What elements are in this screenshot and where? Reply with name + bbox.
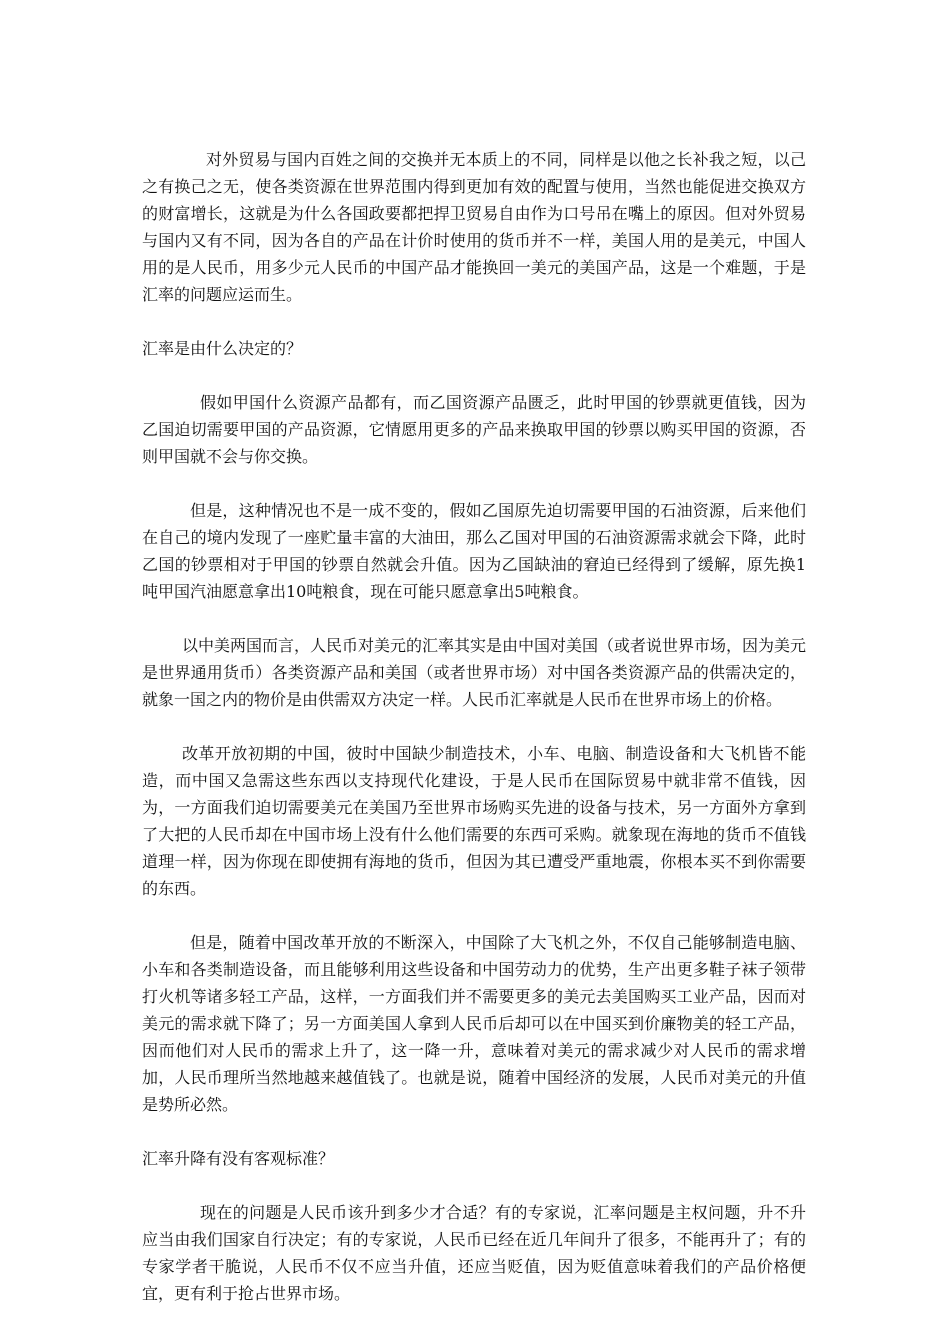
paragraph-intro: 对外贸易与国内百姓之间的交换并无本质上的不同，同样是以他之长补我之短，以己之有换己之无，使各类资源在世界范围内得到更加有效的配置与使用，当然也能促进交换双方的财富增长，这就是为什么各国政要都把捍卫贸易自由作为口号吊在嘴上的原因。但对外贸易与国内又有不同，因为各自的产品在计价时使用的货币并不一样，美国人用的是美元，中国人用的是人民币，用多少元人民币的中国产品才能换回一美元的美国产品，这是一个难题，于是汇率的问题应运而生。	[142, 150, 806, 304]
section-heading-objective-standard: 汇率升降有没有客观标准？	[142, 1149, 335, 1168]
paragraph-reform-early: 改革开放初期的中国，彼时中国缺少制造技术，小车、电脑、制造设备和大飞机皆不能造，而中国又急需这些东西以支持现代化建设，于是人民币在国际贸易中就非常不值钱，因为，一方面我们迫切需要美元在美国乃至世界市场购买先进的设备与技术，另一方面外方拿到了大把的人民币却在中国市场上没有什么他们需要的东西可采购。就象现在海地的货币不值钱道理一样，因为你现在即使拥有海地的货币，但因为其已遭受严重地震，你根本买不到你需要的东西。	[142, 744, 806, 898]
section-heading-exchange-rate-determinants: 汇率是由什么决定的？	[142, 339, 303, 358]
paragraph-china-us: 以中美两国而言，人民币对美元的汇率其实是由中国对美国（或者说世界市场，因为美元是世界通用货币）各类资源产品和美国（或者世界市场）对中国各类资源产品的供需决定的，就象一国之内的物价是由供需双方决定一样。人民币汇率就是人民币在世界市场上的价格。	[142, 636, 807, 709]
paragraph-reform-deepening: 但是，随着中国改革开放的不断深入，中国除了大飞机之外，不仅自己能够制造电脑、小车和各类制造设备，而且能够利用这些设备和中国劳动力的优势，生产出更多鞋子袜子领带打火机等诸多轻工产品，这样，一方面我们并不需要更多的美元去美国购买工业产品，因而对美元的需求就下降了；另一方面美国人拿到人民币后却可以在中国买到价廉物美的轻工产品，因而他们对人民币的需求上升了，这一降一升，意味着对美元的需求减少对人民币的需求增加，人民币理所当然地越来越值钱了。也就是说，随着中国经济的发展，人民币对美元的升值是势所必然。	[142, 933, 806, 1114]
paragraph-oil-example: 但是，这种情况也不是一成不变的，假如乙国原先迫切需要甲国的石油资源，后来他们在自己的境内发现了一座贮量丰富的大油田，那么乙国对甲国的石油资源需求就会下降，此时乙国的钞票相对于甲国的钞票自然就会升值。因为乙国缺油的窘迫已经得到了缓解，原先换1吨甲国汽油愿意拿出10吨粮食，现在可能只愿意拿出5吨粮食。	[142, 501, 806, 601]
paragraph-current-question: 现在的问题是人民币该升到多少才合适？有的专家说，汇率问题是主权问题，升不升应当由我们国家自行决定；有的专家说，人民币已经在近几年间升了很多，不能再升了；有的专家学者干脆说，人民币不仅不应当升值，还应当贬值，因为贬值意味着我们的产品价格便宜，更有利于抢占世界市场。	[142, 1203, 806, 1303]
paragraph-country-a-b: 假如甲国什么资源产品都有，而乙国资源产品匮乏，此时甲国的钞票就更值钱，因为乙国迫切需要甲国的产品资源，它情愿用更多的产品来换取甲国的钞票以购买甲国的资源，否则甲国就不会与你交换。	[142, 393, 806, 466]
document-body	[142, 146, 806, 1334]
